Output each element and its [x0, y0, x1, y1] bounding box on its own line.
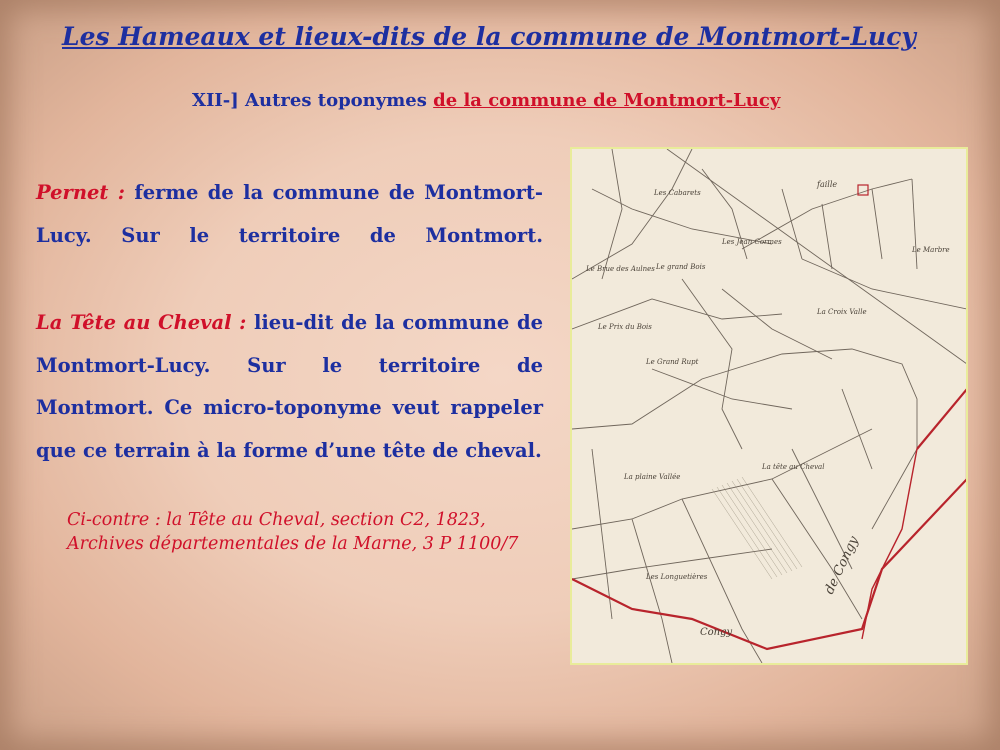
map-label-brue: Le Brue des Aulnes: [586, 265, 655, 273]
cadastral-map: [570, 147, 968, 665]
subtitle-highlight: de la commune de Montmort-Lucy: [433, 90, 781, 111]
map-label-marbre: Le Marbre: [912, 246, 950, 254]
map-label-congy: Congy: [700, 627, 733, 638]
map-label-plaine: La plaine Vallée: [624, 473, 681, 481]
map-label-prix-du-bois: Le Prix du Bois: [598, 323, 652, 331]
subtitle-prefix: XII-] Autres toponymes: [192, 90, 427, 111]
entry-term: Pernet :: [36, 181, 125, 204]
map-label-jean-cormes: Les Jean Cormes: [722, 238, 782, 246]
slide-subtitle: [192, 90, 892, 111]
entry-tete-au-cheval: [36, 302, 543, 472]
entry-pernet: [36, 172, 543, 257]
cadastral-map-drawing: [572, 149, 966, 663]
entry-text: ferme de la commune de Montmort-Lucy. Sur le territoire de Montmort.: [36, 181, 544, 247]
entry-text: lieu-dit de la commune de Montmort-Lucy. Sur le territoire de Montmort. Ce micro-toponyme veut rappeler que ce terrain à la forme d’une tête de cheval.: [36, 311, 543, 462]
map-label-grand-bois: Le grand Bois: [656, 263, 706, 271]
map-caption: Ci-contre : la Tête au Cheval, section C2, 1823, Archives départementales de la Marne, 3 P 1100/7: [67, 510, 519, 554]
map-label-cabarets: Les Cabarets: [654, 189, 701, 197]
map-label-tete-cheval: La tête au Cheval: [762, 463, 825, 471]
map-label-longuetieres: Les Longuetières: [646, 573, 708, 581]
map-label-croix-valle: La Croix Valle: [817, 308, 867, 316]
slide-title: Les Hameaux et lieux-dits de la commune de Montmort-Lucy: [62, 22, 916, 51]
entry-term: La Tête au Cheval :: [36, 311, 247, 334]
map-label-congy-road: de Congy: [822, 534, 862, 597]
map-label-grand-rupt: Le Grand Rupt: [646, 358, 699, 366]
map-label-faille: faille: [817, 180, 838, 189]
